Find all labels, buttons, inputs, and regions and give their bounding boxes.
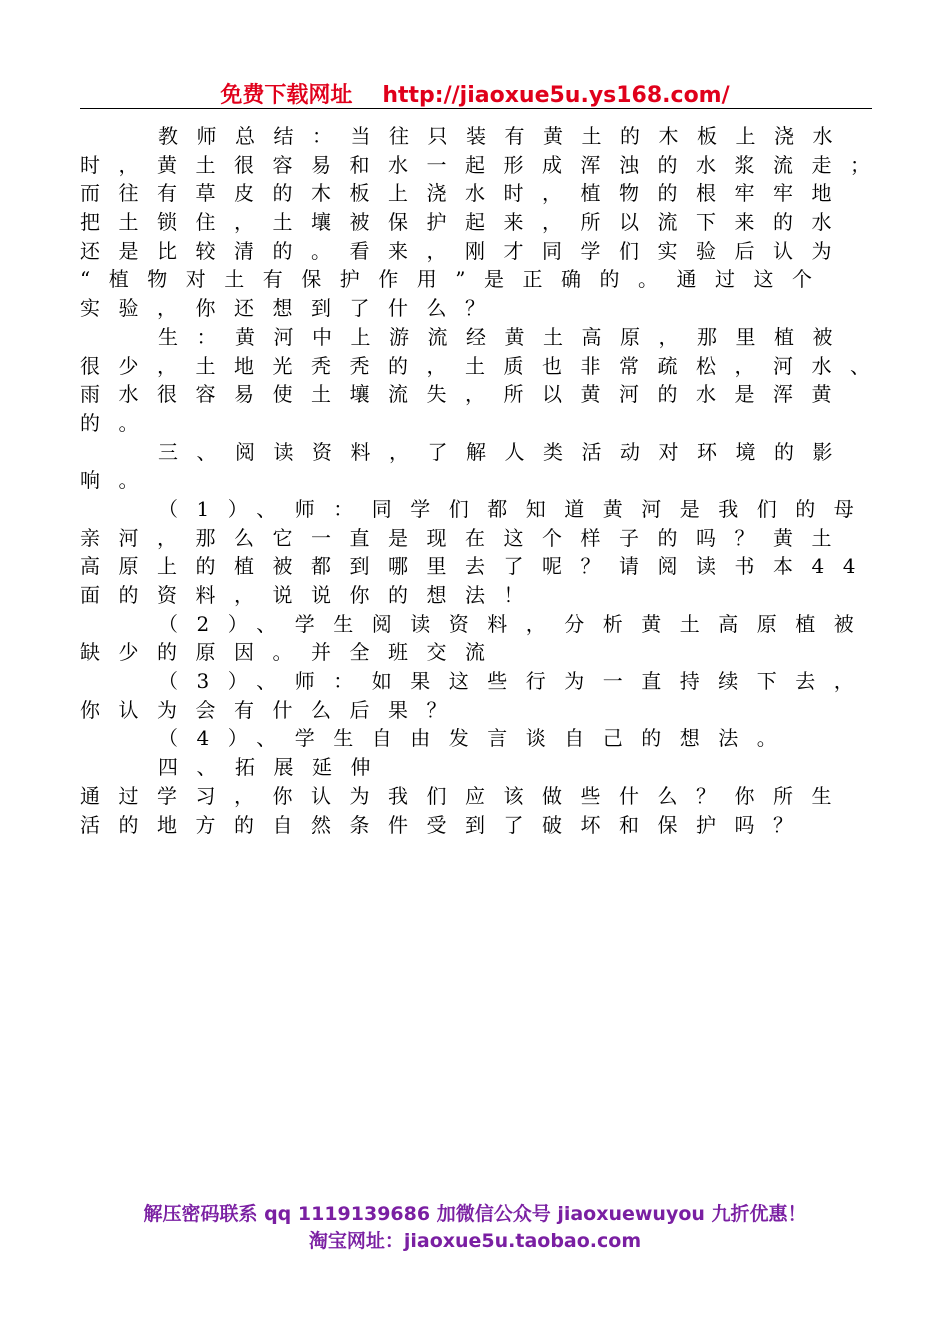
- text-line: （2）、学生阅读资料，分析黄土高原植被: [158, 611, 873, 636]
- text-line: 你认为会有什么后果？: [80, 697, 465, 722]
- footer-contact: 解压密码联系 qq 1119139686 加微信公众号 jiaoxuewuyou 九折优惠！: [143, 1203, 807, 1225]
- text-line: 活的地方的自然条件受到了破坏和保护吗？: [80, 812, 812, 837]
- footer-shop-link[interactable]: 淘宝网址：jiaoxue5u.taobao.com: [308, 1230, 642, 1252]
- text-line: 响。: [80, 468, 157, 493]
- document-body: [80, 122, 889, 839]
- text-line: 的。: [80, 410, 157, 435]
- text-line: 雨水很容易使土壤流失，所以黄河的水是浑黄: [80, 382, 850, 407]
- text-line: 缺少的原因。并全班交流: [80, 640, 504, 665]
- text-line: 高原上的植被都到哪里去了呢？请阅读书本44: [80, 554, 874, 579]
- text-line: 而往有草皮的木板上浇水时，植物的根牢牢地: [80, 181, 850, 206]
- text-line: 生：黄河中上游流经黄土高原，那里植被: [158, 324, 851, 349]
- text-line: 还是比较清的。看来，刚才同学们实验后认为: [80, 238, 850, 263]
- header-label: 免费下载网址: [220, 83, 353, 108]
- text-line: 亲河，那么它一直是现在这个样子的吗？黄土: [80, 525, 850, 550]
- header-banner: [0, 78, 950, 109]
- text-line: 把土锁住，土壤被保护起来，所以流下来的水: [80, 210, 850, 235]
- header-url-link[interactable]: http://jiaoxue5u.ys168.com/: [382, 83, 730, 108]
- text-line: 很少，土地光秃秃的，土质也非常疏松，河水、: [80, 353, 889, 378]
- text-line: 教师总结：当往只装有黄土的木板上浇水: [158, 124, 851, 148]
- text-line: （3）、师：如果这些行为一直持续下去，: [158, 669, 873, 694]
- text-line: “植物对土有保护作用”是正确的。通过这个: [80, 267, 831, 292]
- header-divider: [80, 108, 872, 109]
- text-line: （4）、学生自由发言谈自己的想法。: [158, 726, 796, 751]
- text-line: 实验，你还想到了什么？: [80, 296, 504, 321]
- text-line: 面的资料，说说你的想法！: [80, 583, 542, 607]
- section-heading: 四、拓展延伸: [158, 755, 389, 780]
- text-line: （1）、师：同学们都知道黄河是我们的母: [158, 496, 873, 521]
- text-line: 通过学习，你认为我们应该做些什么？你所生: [80, 783, 850, 808]
- section-heading: 三、阅读资料，了解人类活动对环境的影: [158, 439, 851, 464]
- text-line: 时，黄土很容易和水一起形成浑浊的水浆流走；: [80, 152, 889, 177]
